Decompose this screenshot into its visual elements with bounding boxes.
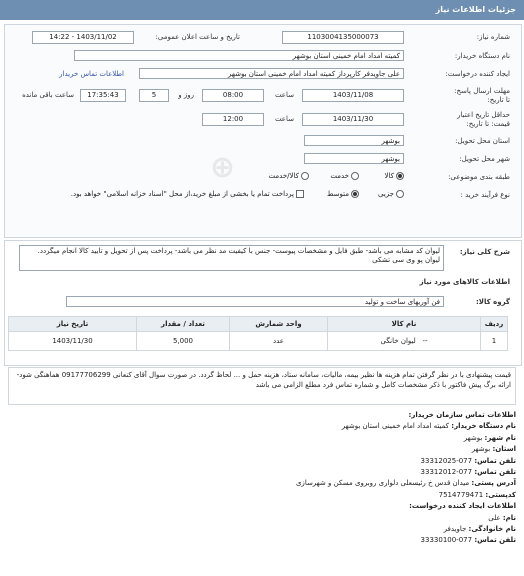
price-validity-time: 12:00 [202, 113, 264, 126]
classification-label: طبقه بندی موضوعی: [448, 173, 510, 181]
reply-time-label: ساعت [274, 91, 294, 99]
remaining-label: ساعت باقی مانده [22, 91, 74, 99]
cell-date: 1403/11/30 [9, 332, 137, 351]
buyer-note: قیمت پیشنهادی با در نظر گرفتن تمام هزینه ها نظیر بیمه، مالیات، سامانه ستاد، هزینه حمل و ... لحاظ گردد. در صورت سوال آقای کنعانی 09177706299 هماهنگی شود- ارائه برگ پیش فاکتور با ذکر مشخصات کامل و شماره تماس فرد مطلع الزامی می باشد [8, 367, 516, 405]
radio-service[interactable]: خدمت [330, 172, 359, 180]
contact-line: نام دستگاه خریدار: کمیته امداد امام خمینی استان بوشهر [341, 422, 516, 431]
contact-line: اطلاعات ایجاد کننده درخواست: [409, 502, 516, 511]
col-date: تاریخ نیاز [9, 317, 137, 332]
radio-dot [351, 172, 359, 180]
cell-unit: عدد [230, 332, 328, 351]
col-unit: واحد شمارش [230, 317, 328, 332]
reply-deadline-time: 08:00 [202, 89, 264, 102]
contact-line: نام شهر: بوشهر [463, 433, 516, 442]
radio-dot [396, 190, 404, 198]
buyer-org-label: نام دستگاه خریدار: [454, 52, 510, 60]
extra-mark: -- [422, 337, 428, 345]
watermark-logo: ⊕ [210, 150, 236, 185]
price-validity-label2: قیمت: تا تاریخ: [466, 120, 510, 128]
delivery-city-value: بوشهر [304, 153, 404, 164]
contact-title: اطلاعات تماس سازمان خریدار: [408, 411, 516, 419]
delivery-province-label: استان محل تحویل: [455, 137, 510, 145]
contact-line: آدرس پستی: میدان قدس خ رئیسعلی دلواری روبروی مسکن و شهرسازی [295, 479, 516, 488]
announce-date-label: تاریخ و ساعت اعلان عمومی: [155, 33, 240, 41]
col-row: ردیف [481, 317, 508, 332]
contact-line: کدپستی: 7514779471 [438, 490, 516, 499]
delivery-province-value: بوشهر [304, 135, 404, 146]
buyer-org-value: کمیته امداد امام خمینی استان بوشهر [74, 50, 404, 61]
radio-dot [351, 190, 359, 198]
price-time-label: ساعت [274, 115, 294, 123]
need-number-label: شماره نیاز: [476, 33, 510, 41]
clock-remaining: 17:35:43 [80, 89, 126, 102]
goods-group-label: گروه کالا: [475, 298, 510, 306]
radio-medium[interactable]: متوسط [327, 190, 359, 198]
table-header-row [9, 317, 508, 332]
goods-table [8, 316, 508, 351]
delivery-city-label: شهر محل تحویل: [459, 155, 510, 163]
item-name: لیوان خانگی [380, 337, 416, 345]
price-validity-date: 1403/11/30 [302, 113, 404, 126]
requester-value: علی جاویدفر کارپرداز کمیته امداد امام خمینی استان بوشهر [139, 68, 404, 79]
buyer-contact-link[interactable]: اطلاعات تماس خریدار [59, 70, 124, 78]
page-title: جزئیات اطلاعات نیاز [435, 5, 516, 14]
cell-name [328, 332, 481, 351]
contact-line: استان: بوشهر [471, 445, 516, 454]
col-name: نام کالا [328, 317, 481, 332]
days-label: روز و [178, 91, 194, 99]
days-remaining: 5 [139, 89, 169, 102]
contact-line: نام خانوادگی: جاویدفر [443, 525, 516, 534]
checkbox-box [296, 190, 304, 198]
contact-line: تلفن تماس: 077-33312012 [420, 468, 516, 477]
price-validity-label: حداقل تاریخ اعتبار [457, 111, 510, 119]
purchase-process-label: نوع فرآیند خرید : [460, 191, 510, 199]
reply-deadline-label2: تا تاریخ: [487, 96, 510, 104]
contact-info [8, 410, 516, 547]
contact-line: تلفن تماس: 077-33312025 [420, 456, 516, 465]
radio-goods-service[interactable]: کالا/خدمت [269, 172, 309, 180]
reply-deadline-label: مهلت ارسال پاسخ: [454, 87, 510, 95]
table-row[interactable] [9, 332, 508, 351]
need-description-label: شرح کلی نیاز: [459, 248, 510, 256]
col-qty: تعداد / مقدار [137, 317, 230, 332]
requester-label: ایجاد کننده درخواست: [445, 70, 510, 78]
radio-minor[interactable]: جزیی [378, 190, 404, 198]
cell-qty: 5,000 [137, 332, 230, 351]
radio-goods[interactable]: کالا [385, 172, 404, 180]
header-bar [0, 0, 524, 20]
need-number-value: 1103004135000073 [282, 31, 404, 44]
radio-dot [396, 172, 404, 180]
radio-dot [301, 172, 309, 180]
contact-line: نام: علی [488, 513, 516, 522]
goods-info-title: اطلاعات کالاهای مورد نیاز [419, 278, 510, 286]
need-description-text: لیوان کد مشابه می باشد- طبق فایل و مشخصات پیوست- جنس با کیفیت مد نظر می باشد- پرداخت پس از تحویل و تایید کالا انجام میگردد. لیوان پو وی سی تشکی [19, 245, 444, 271]
treasury-checkbox[interactable]: پرداخت تمام یا بخشی از مبلغ خرید،از محل "اسناد خزانه اسلامی" خواهد بود. [71, 190, 304, 198]
reply-deadline-date: 1403/11/08 [302, 89, 404, 102]
announce-date-value: 1403/11/02 - 14:22 [32, 31, 134, 44]
goods-group-value: فن آوریهای ساخت و تولید [66, 296, 444, 307]
cell-row: 1 [481, 332, 508, 351]
contact-line: تلفن تماس: 077-33330100 [420, 536, 516, 545]
